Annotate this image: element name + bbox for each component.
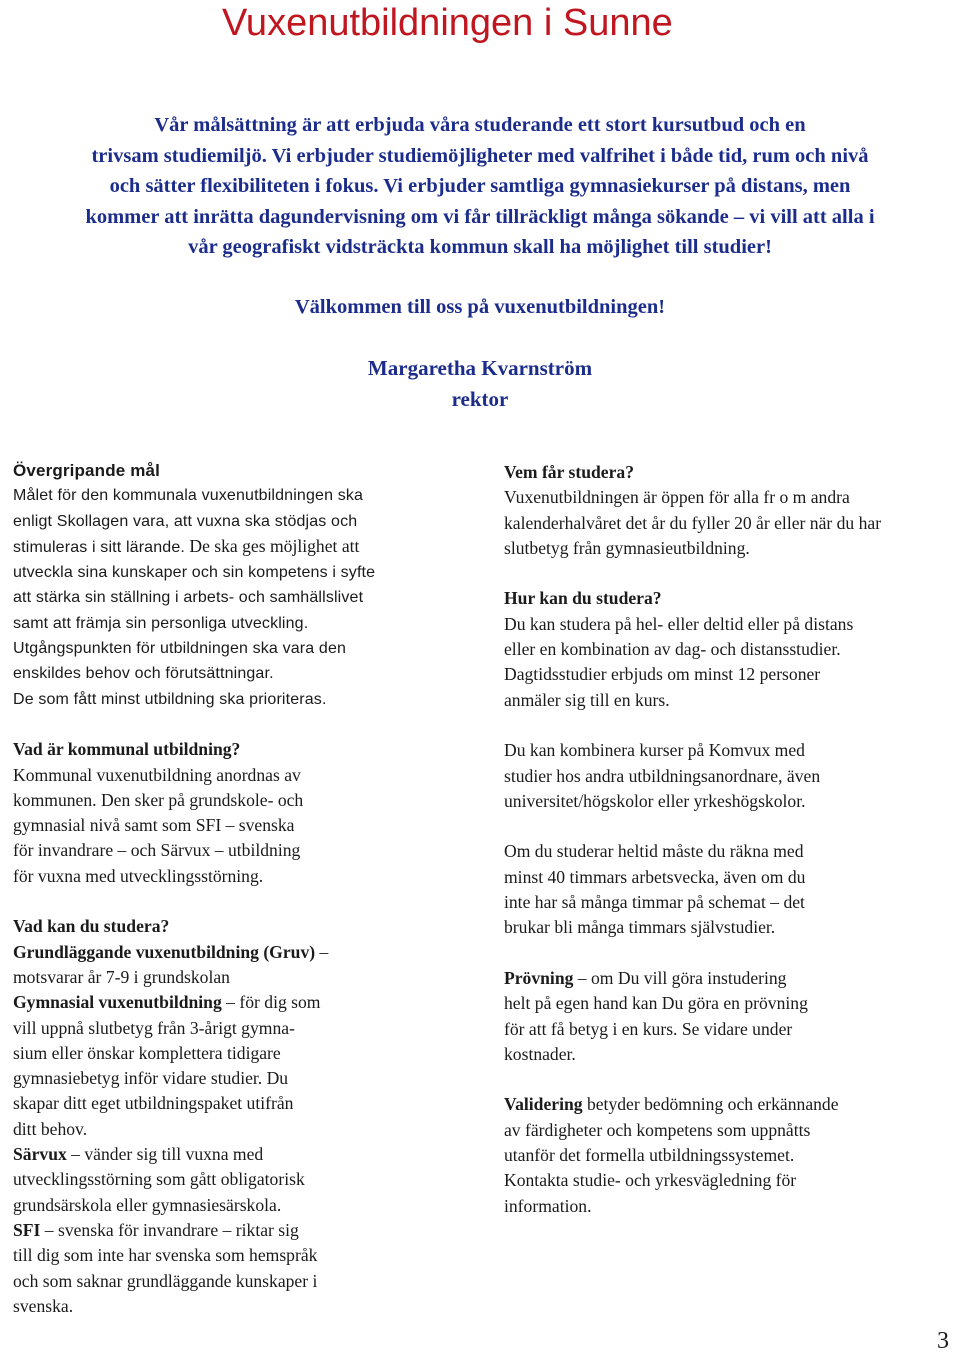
text-line: enligt Skollagen vara, att vuxna ska stödjas och	[13, 512, 358, 530]
text-line: – vänder sig till vuxna med	[66, 1144, 264, 1165]
intro-line: trivsam studiemiljö. Vi erbjuder studiemöjligheter med valfrihet i både tid, rum och nivå	[91, 144, 869, 167]
section-heading: Vad kan du studera?	[13, 916, 170, 937]
text-line: till dig som inte har svenska som hemspråk	[13, 1245, 318, 1266]
text-line: för vuxna med utvecklingsstörning.	[13, 865, 264, 886]
text-line: av färdigheter och kompetens som uppnåtts	[504, 1119, 811, 1140]
text-line: Utgångspunkten för utbildningen ska vara den	[13, 640, 347, 658]
right-column	[504, 460, 954, 1219]
section-heading: Hur kan du studera?	[504, 588, 662, 609]
text-line: Vuxenutbildningen är öppen för alla fr o m andra	[504, 487, 850, 508]
text-line: inte har så många timmar på schemat – det	[504, 892, 805, 913]
text-line: vill uppnå slutbetyg från 3-årigt gymna-	[13, 1017, 295, 1038]
intro-line: Vår målsättning är att erbjuda våra studerande ett stort kursutbud och en	[154, 114, 806, 136]
text-line: anmäler sig till en kurs.	[504, 689, 670, 710]
section-heading: Övergripande mål	[13, 461, 160, 480]
fulltime-paragraph	[504, 839, 954, 940]
section-heading: Vad är kommunal utbildning?	[13, 739, 241, 760]
text-line: – svenska för invandrare – riktar sig	[40, 1219, 299, 1240]
text-line: Kommunal vuxenutbildning anordnas av	[13, 764, 301, 785]
municipal-education-section	[13, 737, 453, 889]
text-line: enskildes behov och förutsättningar.	[13, 665, 274, 683]
text-line: minst 40 timmars arbetsvecka, även om du	[504, 866, 806, 887]
text-line: Om du studerar heltid måste du räkna med	[504, 841, 804, 862]
text-line: svenska.	[13, 1295, 74, 1316]
text-line: studier hos andra utbildningsanordnare, även	[504, 765, 821, 786]
text-line: – för dig som	[221, 992, 321, 1013]
intro-line: kommer att inrätta dagundervisning om vi får tillräckligt många sökande – vi vill att alla i	[85, 205, 875, 228]
page-number: 3	[937, 1328, 949, 1354]
term: Gymnasial vuxenutbildning	[13, 992, 222, 1013]
text-line: kalenderhalvåret det år du fyller 20 år eller när du har	[504, 512, 882, 533]
text-line: Dagtidsstudier erbjuds om minst 12 personer	[504, 664, 821, 685]
text-line: Du kan studera på hel- eller deltid eller på distans	[504, 613, 854, 634]
text-line: eller en kombination av dag- och distansstudier.	[504, 639, 841, 660]
intro-paragraph	[0, 110, 960, 263]
signature-role: rektor	[451, 386, 509, 411]
text-line: brukar bli många timmars självstudier.	[504, 917, 776, 938]
signature	[0, 353, 960, 414]
section-heading: Vem får studera?	[504, 462, 634, 482]
text-line: utveckla sina kunskaper och sin kompetens i syfte	[13, 564, 376, 582]
text-line: – om Du vill göra instudering	[573, 967, 787, 988]
text-line: information.	[504, 1195, 592, 1216]
text-line: Du kan kombinera kurser på Komvux med	[504, 740, 805, 761]
text-line: för invandrare – och Särvux – utbildning	[13, 840, 301, 861]
text-line: grundsärskola eller gymnasiesärskola.	[13, 1194, 282, 1215]
intro-line: och sätter flexibiliteten i fokus. Vi erbjuder samtliga gymnasiekurser på distans, men	[109, 175, 851, 197]
text-line: samt att främja sin personliga utveckling.	[13, 614, 309, 632]
text-line: sium eller önskar komplettera tidigare	[13, 1042, 281, 1063]
text-line: för att få betyg i en kurs. Se vidare under	[504, 1018, 793, 1039]
term: Validering	[504, 1094, 583, 1115]
text-line: att stärka sin ställning i arbets- och samhällslivet	[13, 589, 364, 607]
text-line: och som saknar grundläggande kunskaper i	[13, 1270, 318, 1291]
text-line: kommunen. Den sker på grundskole- och	[13, 789, 304, 810]
term: Grundläggande vuxenutbildning (Gruv)	[13, 941, 316, 962]
overarching-goals-section	[13, 458, 453, 712]
term: Prövning	[504, 967, 574, 988]
text-line: gymnasiebetyg inför vidare studier. Du	[13, 1068, 289, 1089]
text-line: slutbetyg från gymnasieutbildning.	[504, 537, 750, 558]
text-line: gymnasial nivå samt som SFI – svenska	[13, 815, 295, 836]
text-line: skapar ditt eget utbildningspaket utifrån	[13, 1093, 294, 1114]
text-line: –	[315, 941, 329, 962]
intro-line: vår geografiskt vidsträckta kommun skall ha möjlighet till studier!	[188, 236, 772, 258]
term: Särvux	[13, 1144, 67, 1165]
page-title: Vuxenutbildningen i Sunne	[222, 2, 673, 44]
text-line: utanför det formella utbildningssystemet.	[504, 1145, 795, 1166]
validation-paragraph	[504, 1092, 954, 1218]
text-line: universitet/högskolor eller yrkeshögskolor.	[504, 790, 806, 811]
text-line: kostnader.	[504, 1043, 576, 1064]
who-can-study-section	[504, 460, 954, 561]
welcome-text: Välkommen till oss på vuxenutbildningen!	[294, 296, 666, 318]
text-line: motsvarar år 7-9 i grundskolan	[13, 966, 230, 987]
text-line: utvecklingsstörning som gått obligatorisk	[13, 1169, 305, 1190]
text-line: betyder bedömning och erkännande	[582, 1094, 839, 1115]
how-can-you-study-section	[504, 586, 954, 712]
text-line: Målet för den kommunala vuxenutbildningen ska	[13, 487, 364, 505]
term: SFI	[13, 1219, 41, 1240]
text-line: stimuleras i sitt lärande.	[13, 538, 185, 556]
text-line: ditt behov.	[13, 1118, 88, 1139]
signature-name: Margaretha Kvarnström	[367, 356, 593, 380]
exam-paragraph	[504, 966, 954, 1067]
combine-paragraph	[504, 738, 954, 814]
left-column	[13, 458, 453, 1319]
text-line: helt på egen hand kan Du göra en prövning	[504, 993, 808, 1014]
text-line: De ska ges möjlighet att	[184, 535, 360, 556]
text-line: Kontakta studie- och yrkesvägledning för	[504, 1170, 797, 1191]
text-line: De som fått minst utbildning ska prioriteras.	[13, 690, 327, 708]
what-can-you-study-section	[13, 914, 453, 1319]
